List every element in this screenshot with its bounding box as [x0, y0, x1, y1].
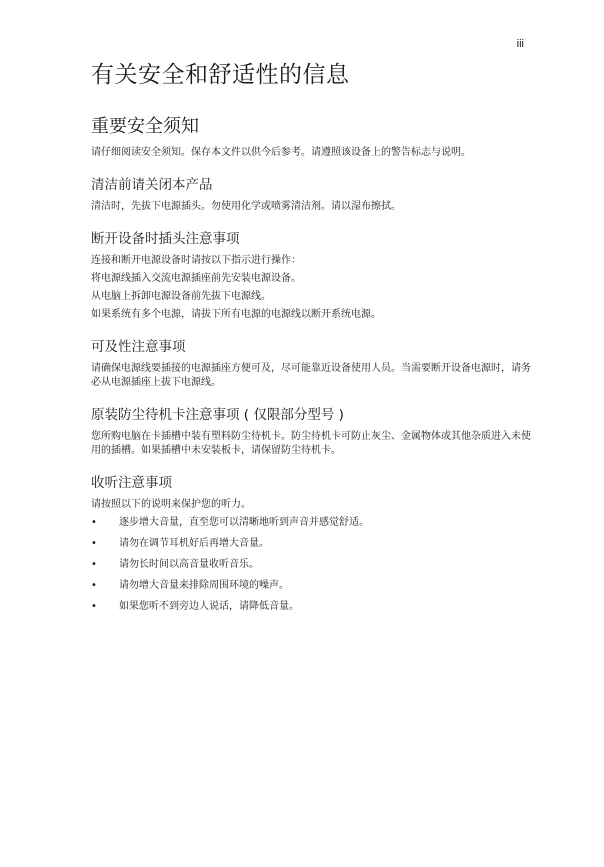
list-item-text: 如果您听不到旁边人说话，请降低音量。	[119, 601, 299, 612]
accessibility-section	[91, 336, 531, 390]
page-title: 有关安全和舒适性的信息	[91, 62, 350, 88]
bullet-icon: •	[91, 580, 97, 591]
bullet-icon: •	[91, 538, 97, 549]
list-item-text: 逐步增大音量，直至您可以清晰地听到声音并感觉舒适。	[119, 517, 369, 528]
list-item	[91, 600, 531, 614]
document-content	[91, 58, 531, 621]
dummy-cards-section	[91, 404, 531, 458]
list-item	[91, 537, 531, 551]
page-number: iii	[516, 38, 524, 50]
unplug-line: 如果系统有多个电源，请拔下所有电源的电源线以断开系统电源。	[91, 309, 381, 320]
listening-section	[91, 472, 531, 614]
list-item	[91, 558, 531, 572]
list-item-text: 请勿长时间以高音量收听音乐。	[119, 559, 259, 570]
important-safety-text: 请仔细阅读安全须知。保存本文件以供今后参考。请遵照该设备上的警告标志与说明。	[91, 147, 471, 158]
cleaning-section	[91, 174, 531, 214]
cleaning-heading: 清洁前请关闭本产品	[91, 177, 213, 193]
unplug-heading: 断开设备时插头注意事项	[91, 231, 240, 247]
unplug-line: 将电源线插入交流电源插座前先安装电源设备。	[91, 273, 301, 284]
dummy-cards-text: 您所购电脑在卡插槽中装有塑料防尘待机卡。防尘待机卡可防止灰尘、金属物体或其他杂质进入未使用的插槽。如果插槽中未安装板卡，请保留防尘待机卡。	[91, 431, 531, 456]
accessibility-heading: 可及性注意事项	[91, 339, 186, 355]
listening-list	[91, 516, 531, 614]
accessibility-text: 请确保电源线要插接的电源插座方便可及，尽可能靠近设备使用人员。当需要断开设备电源时，请务必从电源插座上拔下电源线。	[91, 363, 531, 388]
list-item-text: 请勿在调节耳机好后再增大音量。	[119, 538, 269, 549]
important-safety-heading: 重要安全须知	[91, 116, 199, 137]
listening-intro: 请按照以下的说明来保护您的听力。	[91, 499, 251, 510]
unplug-section	[91, 228, 531, 322]
bullet-icon: •	[91, 559, 97, 570]
dummy-cards-heading: 原装防尘待机卡注意事项 ( 仅限部分型号 )	[91, 407, 344, 423]
bullet-icon: •	[91, 517, 97, 528]
list-item	[91, 516, 531, 530]
list-item	[91, 579, 531, 593]
important-safety-section	[91, 114, 531, 160]
listening-heading: 收听注意事项	[91, 475, 172, 491]
unplug-line: 连接和断开电源设备时请按以下指示进行操作：	[91, 255, 301, 266]
cleaning-text: 清洁时，先拔下电源插头。勿使用化学或喷雾清洁剂。请以湿布擦拭。	[91, 201, 401, 212]
unplug-line: 从电脑上拆卸电源设备前先拔下电源线。	[91, 291, 271, 302]
list-item-text: 请勿增大音量来排除周围环境的噪声。	[119, 580, 289, 591]
bullet-icon: •	[91, 601, 97, 612]
